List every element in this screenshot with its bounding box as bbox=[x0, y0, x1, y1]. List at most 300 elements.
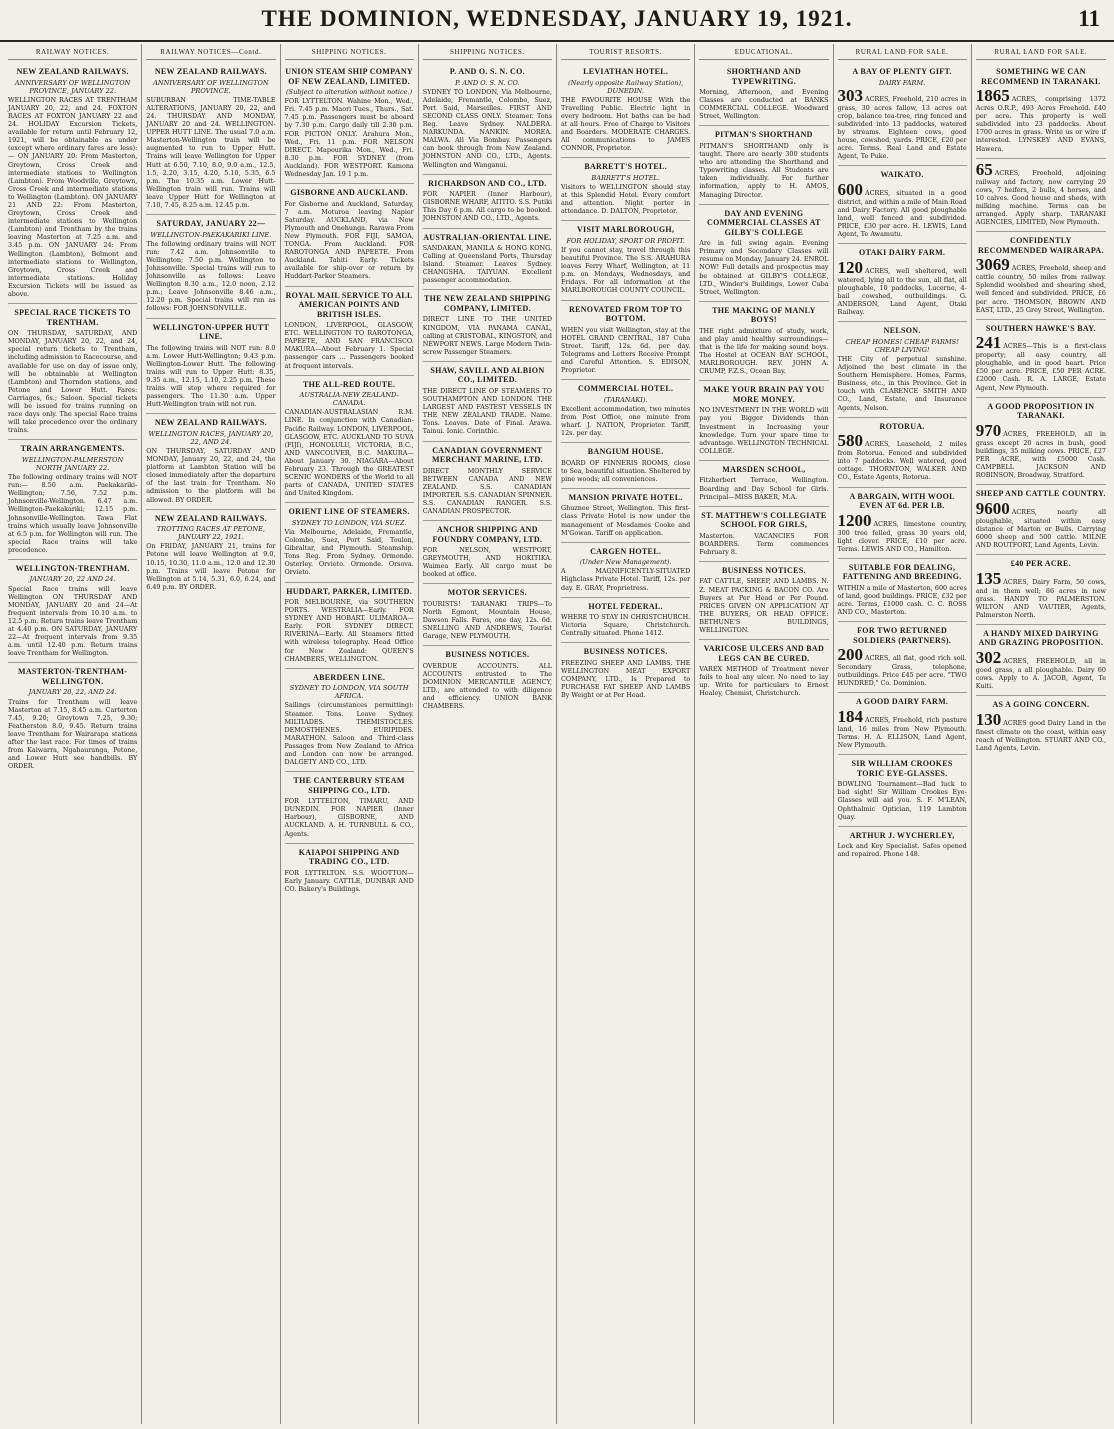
ad-body bbox=[423, 190, 552, 222]
ad-body bbox=[976, 257, 1106, 313]
ad-body-text: Masterton. VACANCIES FOR BOARDERS. Term commences February 8. bbox=[699, 531, 829, 556]
ad-body-text: The following ordinary trains will NOT run: 7.42 a.m. Johnsonville to Wellington; 7.50 p.m. Wellington to Johnsonville. Special trains will run to Johnsonville as follows: Leave Wellington 8.30 a.m., 12.0 noon, 2.12 p.m.; Leave Johnsonville 8.46 a.m., 12.20 p.m. Special trains will run as follows: FOR JOHNSONVILLE. bbox=[146, 239, 276, 313]
advertisement bbox=[423, 175, 552, 229]
advertisement bbox=[561, 63, 690, 158]
ad-body-text: THE FAVOURITE HOUSE With the Travelling Public. Electric light in every bedroom. Hot baths can be had at all hours. Free of Charge to Visitors and Boarders. MODERATE CHARGES. All communications to JAMES CONNOR, Proprietor. bbox=[561, 95, 691, 153]
column-6 bbox=[695, 44, 833, 1424]
ad-body bbox=[285, 321, 414, 370]
advertisement bbox=[146, 319, 275, 415]
ad-body bbox=[146, 240, 275, 313]
ad-body bbox=[146, 344, 275, 409]
ad-subheading: ANNIVERSARY OF WELLINGTON PROVINCE, JANUARY 22. bbox=[14, 78, 131, 95]
ad-subheading: DAIRY FARM. bbox=[878, 78, 926, 87]
ad-body-text: WITHIN a mile of Masterton, 600 acres of land, good buildings. PRICE, £32 per acre. Terms, £1000 cash. C. C. ROSS AND CO., Masterton. bbox=[837, 583, 967, 617]
ad-heading: SIR WILLIAM CROOKES TORIC EYE-GLASSES. bbox=[851, 759, 953, 778]
advertisement bbox=[838, 693, 967, 755]
ad-subheading: TROTTING RACES AT PETONE, JANUARY 22, 1921. bbox=[156, 525, 265, 542]
advertisement bbox=[423, 63, 552, 175]
ad-body bbox=[423, 600, 552, 640]
ad-body bbox=[146, 447, 275, 504]
ad-subheading: CHEAP HOMES! CHEAP FARMS! CHEAP LIVING! bbox=[845, 337, 959, 354]
ad-acreage: 135 bbox=[975, 568, 1002, 588]
ad-subheading: ANNIVERSARY OF WELLINGTON PROVINCE. bbox=[153, 78, 269, 95]
ad-body-text: THE City of perpetual sunshine. Adjoined the best climate in the Southern Hemisphere. Homes, Farms, Business, etc., in this Province. Get in touch with CLARENCE SMITH AND CO., Land, Estate, and Insurance Agents, Nelson. bbox=[837, 354, 967, 412]
ad-heading: NEW ZEALAND RAILWAYS. bbox=[154, 418, 267, 428]
ad-heading: SPECIAL RACE TICKETS TO TRENTHAM. bbox=[14, 308, 131, 327]
advertisement bbox=[976, 232, 1106, 319]
ad-subheading: AUSTRALIA-NEW ZEALAND-CANADA. bbox=[299, 391, 399, 408]
advertisement bbox=[285, 287, 414, 376]
ad-body-text: ACRES, Freehold, 210 acres in grass, 30 acres fallow, 13 acres oat crop, balance tea-tree, ring fenced and subdivided into 13 paddocks, watered by streams. Eighteen cows, good house, cowshed, yards. PRICE, £20 per acre. Terms. Real Land and Estate Agent, Te Puke. bbox=[837, 94, 967, 161]
ad-body-text: ACRES good Dairy Land in the finest climate on the coast, within easy reach of Wellington. STUART AND CO., Land Agents, Levin. bbox=[975, 718, 1106, 752]
ad-body bbox=[975, 498, 1106, 549]
advertisement bbox=[8, 560, 137, 663]
ad-body-text: ACRES, Leasehold, 2 miles from Rotorua. Fenced and subdivided into 7 paddocks. Well watered, good cottage. THORNTON, WALKER AND CO., Estate Agents, Rotorua. bbox=[837, 440, 967, 482]
advertisement bbox=[838, 488, 967, 559]
ad-heading: WELLINGTON-UPPER HUTT LINE. bbox=[152, 322, 270, 342]
ad-heading: MASTERTON-TRENTHAM-WELLINGTON. bbox=[17, 667, 128, 686]
column-heading: RAILWAY NOTICES. bbox=[8, 44, 137, 60]
advertisement bbox=[146, 414, 275, 509]
ad-body-text: DIRECT LINE TO THE UNITED KINGDOM, VIA PANAMA CANAL, calling at CRISTOBAL, KINGSTON, and NEWPORT NEWS. Large Modern Twin-screw Passenger Steamers. bbox=[422, 315, 552, 356]
ad-heading: £40 PER ACRE. bbox=[1010, 559, 1071, 568]
ad-acreage: 9600 bbox=[975, 498, 1010, 518]
advertisement bbox=[976, 625, 1106, 696]
ad-body bbox=[976, 88, 1106, 153]
ad-body-text: FREEZING SHEEP AND LAMBS. THE WELLINGTON MEAT EXPORT COMPANY, LTD., Is Prepared to PURCHASE FAT SHEEP AND LAMBS By Weight or at Per Head. bbox=[561, 658, 691, 700]
advertisement bbox=[285, 63, 414, 184]
ad-heading: BANGIUM HOUSE. bbox=[587, 447, 664, 457]
advertisement bbox=[423, 362, 552, 442]
ad-subheading: WELLINGTON-PAEKAKARIKI LINE. bbox=[150, 230, 272, 239]
advertisement bbox=[561, 598, 690, 644]
ad-body-text: On FRIDAY, JANUARY 21, trains for Petone will leave Wellington at 9.0, 10.15, 10.30, 11.0 a.m., 12.0 and 12.30 p.m. Trains will leave Petone for Wellington at 5.14, 5.31, 6.0, 6.24, and 6.49 p.m. BY ORDER. bbox=[146, 542, 276, 591]
ad-subheading: FOR HOLIDAY, SPORT OR PROFIT. bbox=[566, 236, 685, 245]
ad-body bbox=[285, 200, 414, 281]
advertisement bbox=[976, 320, 1106, 398]
ad-body-text: The following ordinary trains will NOT run:— 8.50 a.m. Paekakariki-Wellington; 7.56, 7.52 p.m. Johnsonville-Wellington. 6.47 a.m. Wellington-Paekakariki; 12.15 p.m. Johnsonville-Wellington. Tawa Flat trains which usually leave Johnsonville at 6.5 p.m. for Wellington will run. The special Race trains will take precedence. bbox=[8, 473, 138, 554]
ad-body bbox=[285, 797, 414, 837]
ad-body bbox=[699, 88, 828, 120]
ad-body-text: FOR LYTTELTON, TIMARU, AND DUNEDIN. FOR NAPIER (Inner Harbour), GISBORNE, AND AUCKLAND. A. H. TURNBULL & CO., Agents. bbox=[284, 797, 414, 838]
ad-body-text: The following trains will NOT run: 8.0 a.m. Lower Hutt-Wellington; 9.43 p.m. Wellington-Lower Hutt. The following trains will run to Upper Hutt: 8.35, 9.35 a.m., 12.15, 1.10, 2.25 p.m. These trains will stop where required for passengers. The 11.30 a.m. Upper Hutt-Wellington train will not run. bbox=[146, 343, 276, 409]
advertisement bbox=[8, 63, 137, 304]
ad-body-text: ACRES, situated in a good district, and within a mile of Main Road and Dairy Factory. All good ploughable land, well fenced and subdivided. PRICE, £30 per acre. H. LEWIS, Land Agent, Te Awamutu. bbox=[837, 188, 967, 239]
ad-body bbox=[975, 709, 1106, 752]
ad-body-text: Excellent accommodation, two minutes from Post Office, one minute from wharf. J. NATION, Proprietor. Tariff, 12s. per day. bbox=[561, 404, 691, 437]
advertisement bbox=[285, 376, 414, 504]
ad-subheading: (Subject to alteration without notice.) bbox=[285, 88, 413, 97]
ad-body bbox=[285, 408, 414, 497]
masthead bbox=[0, 0, 1114, 42]
ad-acreage: 200 bbox=[837, 645, 863, 665]
advertisement bbox=[561, 221, 690, 300]
advertisement bbox=[561, 301, 690, 381]
ad-body-text: ACRES, Freehold, sheep and cattle country, 50 miles from railway. Splendid woolshed and shearing shed, well fenced and subdivided. PRICE, £6 per acre. THOMSON, BROWN AND EAST, LTD., 25 Grey Street, Wellington. bbox=[975, 264, 1106, 314]
ad-body-text: FOR NELSON, WESTPORT, GREYMOUTH, AND HOKITIKA. Waimea Early. All cargo must be booked at office. bbox=[422, 546, 552, 579]
ad-heading: BUSINESS NOTICES. bbox=[445, 650, 530, 660]
ad-body bbox=[285, 701, 414, 766]
ad-heading: CANADIAN GOVERNMENT MERCHANT MARINE, LTD. bbox=[431, 445, 543, 464]
ad-acreage: 600 bbox=[837, 179, 863, 199]
ad-body-text: SUBURBAN TIME-TABLE ALTERATIONS, JANUARY 20, 22, and 24. THURSDAY AND MONDAY, JANUARY 20 and 24. WELLINGTON-UPPER HUTT LINE. The usual 7.0 a.m. Masterton-Wellington train will be augmented to run to Upper Hutt. Trains will leave Wellington for Upper Hutt at 6.50, 7.10, 8.0, 9.0 a.m., 12.5, 1.5, 2.20, 3.15, 4.20, 5.10, 5.35, 6.5 p.m. The 10.35 a.m. Lower Hutt-Wellington train will run. Trains will leave Upper Hutt for Wellington at 7.10, 7.45, 8.25 a.m. 12.45 p.m. bbox=[146, 95, 276, 209]
ad-body bbox=[975, 420, 1106, 480]
advertisement bbox=[699, 562, 828, 640]
ad-subheading: SYDNEY TO LONDON, VIA SOUTH AFRICA. bbox=[289, 684, 409, 701]
ad-heading: SOMETHING WE CAN RECOMMEND IN TARANAKI. bbox=[981, 67, 1101, 86]
ad-heading: A GOOD PROPOSITION IN TARANAKI. bbox=[987, 401, 1095, 421]
advertisement bbox=[8, 440, 137, 560]
advertisement bbox=[561, 443, 690, 489]
advertisement bbox=[976, 485, 1106, 555]
advertisement bbox=[285, 669, 414, 772]
ad-body bbox=[699, 577, 828, 634]
advertisement bbox=[838, 559, 967, 622]
ad-body-text: Via Melbourne, Adelaide, Fremantle, Colombo, Suez, Port Said, Toulon, Gibraltar, and Plymouth. Steamship. Tons Reg. From Sydney. Ormonde. Osterley. Orvieto. Ormonde. Orsova. Orvieto. bbox=[284, 527, 414, 577]
ad-body-text: LONDON, LIVERPOOL, GLASGOW, ETC. WELLINGTON TO RAROTONGA, PAPEETE, AND SAN FRANCISCO. MAKURA—About February 1. Special passenger cars ... Passengers booked at frequent intervals. bbox=[284, 321, 414, 370]
column-5 bbox=[557, 44, 695, 1424]
ad-subheading: P. AND O. S. N. CO. bbox=[455, 78, 520, 87]
ad-heading: ROTORUA. bbox=[879, 421, 925, 431]
advertisement bbox=[146, 215, 275, 318]
ad-subheading: BARRETT'S HOTEL. bbox=[591, 173, 660, 182]
ad-body-text: ACRES, nearly all ploughable, situated within easy distance of Marton or Bulls. Carrying 6000 sheep and 500 cattle. MILNE AND ROUTFORT, Land Agents, Levin. bbox=[975, 507, 1106, 549]
ad-subheading: JANUARY 20, 22 AND 24. bbox=[29, 575, 116, 584]
ad-heading: LEVIATHAN HOTEL. bbox=[583, 67, 669, 77]
ad-body-text: ACRES, FREEHOLD, all in good grass, a all ploughable. Dairy 60 cows. Apply to A. JACOB, Agent, Te Kuiti. bbox=[975, 656, 1106, 691]
ad-heading: BUSINESS NOTICES. bbox=[721, 565, 806, 575]
ad-body bbox=[285, 528, 414, 577]
advertisement bbox=[423, 290, 552, 361]
ad-heading: NEW ZEALAND RAILWAYS. bbox=[154, 513, 267, 523]
column-7 bbox=[834, 44, 972, 1424]
ad-body-text: TOURISTS! TARANAKI TRIPS—To North Egmont, Mountain House, Dawson Falls. Fares, one day, 12s. 6d. SNELLING AND ANDREWS, Tourist Garage, NEW PLYMOUTH. bbox=[422, 599, 552, 641]
ad-heading: SHEEP AND CATTLE COUNTRY. bbox=[975, 489, 1106, 499]
ad-heading: MAKE YOUR BRAIN PAY YOU MORE MONEY. bbox=[703, 385, 825, 404]
ad-body bbox=[285, 598, 414, 663]
ad-heading: DAY AND EVENING COMMERCIAL CLASSES AT GILBY'S COLLEGE bbox=[707, 208, 821, 237]
ad-body bbox=[8, 585, 137, 658]
ad-acreage: 302 bbox=[975, 647, 1002, 667]
column-heading: TOURIST RESORTS. bbox=[561, 44, 690, 60]
ad-body-text: ACRES, well sheltered, well watered, lying all to the sun, all flat, all ploughable, 10 paddocks, Lucerne, 4-bail cowshed, outbuildings. G. ANDERSON, Land Agent, Otaki Railway. bbox=[837, 266, 967, 317]
ad-heading: A BAY OF PLENTY GIFT. bbox=[852, 67, 952, 77]
ad-body bbox=[838, 842, 967, 858]
advertisement bbox=[8, 304, 137, 440]
ad-body-text: Fitzherbert Terrace, Wellington. Boarding and Day School for Girls. Principal—MISS BAKER, M.A. bbox=[699, 476, 829, 501]
ad-body bbox=[561, 183, 690, 215]
ad-body bbox=[975, 568, 1106, 619]
advertisement bbox=[976, 63, 1106, 159]
ad-body-text: Are in full swing again. Evening Primary and Secondary Classes will resume on Monday, January 24. ENROL NOW! Full details and prospectus may be obtained at GILBY'S COLLEGE, LTD., Winder's Buildings, Lower Cuba Street, Wellington. bbox=[699, 239, 829, 296]
ad-body-text: FAT CATTLE, SHEEP, AND LAMBS. N. Z. MEAT PACKING & BACON CO. Are Buyers at Per Head or Per Pound. PRICES GIVEN ON APPLICATION AT THE BUYERS, OR HEAD OFFICE: BETHUNE'S BUILDINGS, WELLINGTON. bbox=[699, 577, 829, 635]
ad-body bbox=[561, 96, 690, 153]
advertisement bbox=[285, 503, 414, 582]
advertisement bbox=[561, 158, 690, 221]
ad-subheading: SYDNEY TO LONDON, VIA SUEZ. bbox=[291, 518, 407, 527]
ad-heading: AS A GOING CONCERN. bbox=[992, 700, 1090, 710]
ad-heading: MOTOR SERVICES. bbox=[447, 588, 527, 598]
ad-body-text: WHERE TO STAY IN CHRISTCHURCH. Victoria Square, Christchurch. Centrally situated. Phone 1412. bbox=[561, 613, 691, 638]
ad-heading: OTAKI DAIRY FARM. bbox=[859, 248, 946, 258]
column-4 bbox=[419, 44, 557, 1424]
ad-body-text: ON THURSDAY, SATURDAY AND MONDAY, January 20, 22, and 24, the platform at Lambton Station will be closed immediately after the departure of the last train for Trentham. No admission to the platform will be allowed. BY ORDER. bbox=[146, 446, 276, 504]
ad-body bbox=[8, 96, 137, 298]
ad-body bbox=[561, 246, 690, 295]
ad-heading: ST. MATTHEW'S COLLEGIATE SCHOOL FOR GIRLS, bbox=[701, 510, 827, 530]
ad-acreage: 241 bbox=[975, 333, 1002, 353]
ad-heading: WAIKATO. bbox=[880, 170, 924, 180]
advertisement bbox=[285, 844, 414, 898]
ad-acreage: 1200 bbox=[837, 510, 872, 530]
ad-body bbox=[699, 327, 828, 376]
advertisement bbox=[699, 63, 828, 126]
newspaper-title: THE DOMINION, WEDNESDAY, JANUARY 19, 1921. bbox=[261, 6, 853, 31]
ad-body-text: Ghuznee Street, Wellington. This first-class Private Hotel is now under the management of Mesdames Cooke and M'Gowan. Tariff on application. bbox=[561, 504, 691, 537]
advertisement bbox=[838, 63, 967, 166]
ad-heading: AUSTRALIAN-ORIENTAL LINE. bbox=[423, 232, 552, 242]
ad-acreage: 3069 bbox=[975, 255, 1010, 275]
ad-body bbox=[837, 179, 967, 239]
ad-acreage: 184 bbox=[837, 706, 863, 726]
ad-heading: NEW ZEALAND RAILWAYS. bbox=[154, 67, 267, 77]
ad-heading: NELSON. bbox=[883, 326, 921, 336]
advertisement bbox=[423, 521, 552, 584]
ad-heading: A GOOD DAIRY FARM. bbox=[856, 697, 949, 707]
advertisement bbox=[699, 126, 828, 204]
ad-body bbox=[561, 567, 690, 591]
ad-body-text: ON THURSDAY, SATURDAY, AND MONDAY, JANUARY 20, 22, and 24, special return tickets to Trentham, including admission to Racecourse, and available for use on day of issue only, will be obtainable at Wellington (Lambton) and Thorndon stations, and Petone and Lower Hutt. Fares: Carriages, 6s.; Saloon. Special tickets will be issued for trains running on race days only. The special Race trains will take precedence over the ordinary trains. bbox=[8, 329, 138, 435]
ad-heading: THE NEW ZEALAND SHIPPING COMPANY, LIMITED. bbox=[423, 294, 551, 313]
advertisement bbox=[976, 398, 1106, 485]
column-heading: RURAL LAND FOR SALE. bbox=[838, 44, 967, 60]
ad-body-text: For Gisborne and Auckland, Saturday, 7 a.m. Moturoa leaving Napier Saturday. AUCKLAND, via New Plymouth and Onehunga. Rarawa From New Plymouth. FOR FIJI, SAMOA, TONGA. From Auckland. FOR RAROTONGA AND PAPEETE. From Auckland. Tahiti Early. Tickets available for ship-over or return by Huddart-Parker Steamers. bbox=[284, 199, 414, 281]
ad-body-text: Trains for Trentham will leave Masterton at 7.15, 8.45 a.m. Carterton 7.45, 9.20; Greytown 7.25, 9.30; Featherston 8.0, 9.45. Return trains leave Trentham for Wairarapa stations after the last race. For times of trains from Kaiwarra, Ngahauranga, Petone, and Lower Hutt see handbills. BY ORDER. bbox=[8, 697, 138, 771]
ad-subheading: (Under New Management). bbox=[579, 558, 672, 567]
ad-heading: NEW ZEALAND RAILWAYS. bbox=[16, 67, 129, 77]
advertisement bbox=[976, 696, 1106, 757]
ad-heading: SHORTHAND AND TYPEWRITING. bbox=[726, 67, 801, 86]
ad-body-text: Lock and Key Specialist. Safes opened and repaired. Phone 148. bbox=[837, 842, 967, 859]
ad-body bbox=[561, 326, 690, 375]
page-number: 11 bbox=[1078, 6, 1100, 31]
ad-subheading: (TARANAKI). bbox=[603, 395, 648, 404]
column-2 bbox=[142, 44, 280, 1424]
ad-heading: HOTEL FEDERAL. bbox=[588, 601, 663, 611]
ad-body bbox=[837, 510, 967, 553]
ad-acreage: 970 bbox=[975, 420, 1002, 440]
ad-subheading: WELLINGTON RACES, JANUARY 20, 22, AND 24. bbox=[148, 429, 274, 446]
ad-body-text: BOARD OF FINNERIS ROOMS, close to Sea, beautiful situation. Sheltered by pine woods; all conveniences. bbox=[561, 458, 691, 483]
advertisement bbox=[838, 827, 967, 864]
advertisement bbox=[285, 583, 414, 669]
ad-acreage: 120 bbox=[837, 257, 863, 277]
ad-heading: CONFIDENTLY RECOMMENDED WAIRARAPA. bbox=[977, 236, 1104, 255]
ad-heading: SATURDAY, JANUARY 22— bbox=[156, 219, 266, 229]
column-heading: RURAL LAND FOR SALE. bbox=[976, 44, 1106, 60]
ad-acreage: 1865 bbox=[975, 86, 1010, 106]
ad-body bbox=[838, 647, 967, 687]
ad-body bbox=[561, 405, 690, 437]
ad-heading: TRAIN ARRANGEMENTS. bbox=[20, 444, 125, 454]
ad-heading: ABERDEEN LINE. bbox=[313, 672, 386, 682]
ad-body bbox=[285, 869, 414, 893]
ad-heading: MANSION PRIVATE HOTEL. bbox=[568, 492, 683, 502]
ad-body-text: BOWLING Tournament—Bad luck to bad sight! Sir William Crookes Eye-Glasses will aid you. S. F. M'LEAN, Ophthalmic Optician, 119 Lambton Quay. bbox=[837, 780, 967, 821]
ad-body-text: ACRES, Dairy Farm, 50 cows, and in them well; 86 acres in new grass. HANDY TO PALMERSTON. WILTON AND VAUTIER, Agents, Palmerston North. bbox=[975, 577, 1106, 619]
advertisement bbox=[699, 302, 828, 382]
ad-body-text: ACRES, Freehold, adjoining railway and factory, now carrying 29 cows, 7 heifers, 2 bulls, 4 horses, and 10 calves. Good house and sheds, with milking machine. Terms can be arranged. Apply sharp. TARANAKI AGENCIES, LIMITED, New Plymouth. bbox=[975, 168, 1106, 227]
advertisement bbox=[976, 555, 1106, 625]
ad-acreage: 130 bbox=[975, 709, 1002, 729]
ad-body-text: FOR LYTTELTON. S.S. WOOTTON—Early January. CATTLE, DUNBAR AND CO. Bakery's Buildings. bbox=[284, 868, 414, 893]
ad-body-text: SANDAKAN, MANILA & HONG KONG. Calling at Queensland Ports, Thursday Island. Steamer. Leaves Sydney. CHANGSHA. TAIYUAN. Excellent passenger accommodation. bbox=[422, 244, 552, 285]
ad-body bbox=[975, 647, 1106, 691]
ad-body bbox=[423, 467, 552, 516]
ad-heading: SHAW, SAVILL AND ALBION CO., LIMITED. bbox=[430, 365, 545, 385]
advertisement bbox=[976, 159, 1106, 233]
advertisement bbox=[423, 646, 552, 715]
ad-body bbox=[838, 433, 967, 481]
advertisement bbox=[838, 322, 967, 417]
ad-heading: CARGEN HOTEL. bbox=[590, 546, 662, 556]
ad-body-text: Sailings (circumstances permitting): Steamer. Tons. Leave Sydney. MILTIADES. THEMISTOCLES. DEMOSTHENES. EURIPIDES. MARATHON. Saloon and Third-class Passages from New Zealand to Africa and London can now be arranged. DALGETY AND CO., LTD. bbox=[284, 701, 414, 767]
ad-heading: ORIENT LINE OF STEAMERS. bbox=[288, 507, 410, 517]
column-3 bbox=[281, 44, 419, 1424]
page-columns bbox=[4, 44, 1110, 1424]
ad-heading: VARICOSE ULCERS AND BAD LEGS CAN BE CURED. bbox=[703, 644, 825, 663]
ad-body-text: VAREX METHOD of Treatment never fails to heal any ulcer. No need to lay up. Write for particulars to Ernest Healey, Chemist, Christchurch. bbox=[699, 665, 829, 698]
column-heading: EDUCATIONAL. bbox=[699, 44, 828, 60]
ad-body-text: THE right admixture of study, work, and play amid healthy surroundings—that is the life for making sound boys. The Hostel at OCEAN BAY SCHOOL, MARLBOROUGH. REV. JOHN A. CRUMP, F.Z.S., Ocean Bay. bbox=[699, 326, 829, 376]
ad-body-text: OVERDUE ACCOUNTS. ALL ACCOUNTS entrusted to The DOMINION MERCANTILE AGENCY, LTD., are attended to with diligence and efficiency. UNION BANK CHAMBERS. bbox=[422, 661, 552, 711]
ad-body bbox=[699, 239, 828, 296]
column-8 bbox=[972, 44, 1110, 1424]
advertisement bbox=[423, 229, 552, 291]
ad-body-text: FOR MELBOURNE, via SOUTHERN PORTS. WESTRALIA—Early. FOR SYDNEY AND HOBART. ULIMAROA—Early. FOR SYDNEY DIRECT. RIVERINA—Early. All Steamers fitted with wireless telegraphy. Head Office for New Zealand: QUEEN'S CHAMBERS, WELLINGTON. bbox=[284, 598, 414, 663]
ad-body-text: THE DIRECT LINE OF STEAMERS TO SOUTHAMPTON AND LONDON. THE LARGEST AND FASTEST VESSELS IN THE NEW ZEALAND TRADE. Name. Tons. Leaves. Date of Final. Arawa. Tainui. Ionic. Corinthic. bbox=[422, 386, 552, 436]
ad-body bbox=[976, 335, 1106, 391]
ad-body bbox=[423, 315, 552, 355]
ad-heading: SUITABLE FOR DEALING, FATTENING AND BREEDING. bbox=[842, 562, 962, 582]
ad-body-text: ACRES, all flat, good rich soil. Secondary Grass, telephone, outbuildings. Price £45 per acre. "TWO HUNDRED," Co. Dominion. bbox=[837, 654, 967, 688]
column-heading: SHIPPING NOTICES. bbox=[423, 44, 552, 60]
ad-body-text: CANADIAN-AUSTRALASIAN R.M. LINE. In conjunction with Canadian-Pacific Railway. LONDON, LIVERPOOL, GLASGOW, ETC. AUCKLAND TO SUVA (FIJI), HONOLULU, VICTORIA, B.C., AND VANCOUVER, B.C. MAKURA—About January 30. NIAGARA—About February 23. Through the GREATEST SCENIC WONDERS of the World to all parts of CANADA, UNITED STATES and United Kingdom. bbox=[284, 408, 414, 498]
advertisement bbox=[838, 418, 967, 488]
ad-body bbox=[423, 88, 552, 169]
ad-body-text: ACRES, limestone country, 300 tree felled, grass 30 years old, light clover. PRICE, £10 per acre. Terms. LEWIS AND CO., Hamilton. bbox=[837, 519, 967, 553]
ad-heading: ROYAL MAIL SERVICE TO ALL AMERICAN POINTS AND BRITISH ISLES. bbox=[285, 290, 413, 319]
ad-body bbox=[699, 142, 828, 199]
ad-heading: RENOVATED FROM TOP TO BOTTOM. bbox=[569, 304, 683, 324]
ad-body bbox=[975, 159, 1106, 227]
ad-heading: THE MAKING OF MANLY BOYS! bbox=[712, 305, 816, 325]
advertisement bbox=[699, 381, 828, 461]
ad-heading: KAIAPOI SHIPPING AND TRADING CO., LTD. bbox=[298, 847, 400, 867]
ad-heading: VISIT MARLBOROUGH, bbox=[576, 225, 675, 235]
ad-subheading: WELLINGTON-PALMERSTON NORTH JANUARY 22. bbox=[21, 455, 124, 472]
ad-body-text: PITMAN'S SHORTHAND only is taught. There are nearly 300 students who are attending the Shorthand and Typewriting classes. All Students are taken individually. For further information, apply to H. AMOS, Managing Director. bbox=[699, 141, 829, 199]
ad-body bbox=[8, 329, 137, 434]
column-heading: SHIPPING NOTICES. bbox=[285, 44, 414, 60]
ad-heading: BUSINESS NOTICES. bbox=[583, 647, 668, 657]
ad-acreage: 580 bbox=[837, 431, 863, 451]
ad-body bbox=[561, 504, 690, 536]
advertisement bbox=[561, 543, 690, 598]
advertisement bbox=[838, 755, 967, 826]
ad-acreage: 65 bbox=[975, 159, 993, 179]
ad-heading: P. AND O. S. N. CO. bbox=[449, 67, 525, 77]
advertisement bbox=[838, 622, 967, 693]
ad-body bbox=[561, 613, 690, 637]
ad-body bbox=[423, 662, 552, 711]
advertisement bbox=[699, 640, 828, 702]
ad-body-text: WELLINGTON RACES AT TRENTHAM JANUARY 20, 22, and 24. FOXTON RACES AT FOXTON JANUARY 22 and 24. HOLIDAY Excursion Tickets, available for return until February 12, 1921, will be obtainable as under (except where ordinary fares are less):— ON JANUARY 20: From Masterton, Greytown, Cross Creek and intermediate stations to Wellington (Lambton). From Woodville, Greytown, Cross Creek and intermediate stations to Wellington (Lambton). ON JANUARY 21 AND 22: From Masterton, Greytown, Cross Creek and intermediate stations to Wellington (Lambton) and Trentham by the trains leaving Masterton at 7.25 a.m. and 3.45 p.m. ON JANUARY 24: From Wellington (Lambton), Belmont and intermediate stations to Wellington, Greytown, Cross Creek and intermediate stations. Holiday Excursion Tickets will be issued as above. bbox=[8, 95, 138, 299]
column-1 bbox=[4, 44, 142, 1424]
advertisement bbox=[699, 507, 828, 562]
ad-heading: COMMERCIAL HOTEL. bbox=[577, 384, 674, 394]
advertisement bbox=[285, 184, 414, 286]
ad-body bbox=[838, 355, 967, 412]
ad-heading: WELLINGTON-TRENTHAM. bbox=[15, 563, 130, 573]
advertisement bbox=[699, 205, 828, 302]
ad-body-text: SYDNEY TO LONDON, Via Melbourne, Adelaide, Fremantle, Colombo, Suez, Port Said, Marseilles. FIRST AND SECOND CLASS ONLY. Steamer. Tons Reg. Leave Sydney. NALDERA. NARKUNDA. NANKIN. MOREA. MALWA. All Via Bombay. Passengers can book through from New Zealand. JOHNSTON AND CO., LTD., Agents. Wellington and Wanganui. bbox=[422, 87, 552, 169]
ad-heading: THE ALL-RED ROUTE. bbox=[302, 379, 396, 389]
ad-body-text: Morning, Afternoon, and Evening Classes are conducted at BANKS COMMERCIAL COLLEGE. Woodward Street, Wellington. bbox=[699, 88, 829, 121]
ad-body bbox=[423, 546, 552, 578]
ad-body bbox=[837, 257, 967, 317]
ad-body bbox=[8, 473, 137, 554]
ad-body-text: Special Race trains will leave Wellington ON THURSDAY AND MONDAY, JANUARY 20 and 24—At frequent intervals from 10.10 a.m. to 12.5 p.m. Return trains leave Trentham at 4.40 p.m. ON SATURDAY, JANUARY 22—At frequent intervals from 9.35 a.m. until 12.40 p.m. Return trains leave Trentham for Wellington. bbox=[8, 584, 138, 658]
ad-body-text: DIRECT MONTHLY SERVICE BETWEEN CANADA AND NEW ZEALAND. S.S. CANADIAN IMPORTER. S.S. CANADIAN SPINNER. S.S. CANADIAN RANGER. S.S. CANADIAN PROSPECTOR. bbox=[422, 466, 552, 515]
ad-body bbox=[699, 532, 828, 556]
ad-heading: MARSDEN SCHOOL, bbox=[722, 464, 806, 474]
ad-body-text: Visitors to WELLINGTON should stay at this Splendid Hotel. Every comfort and attention. Night porter in attendance. D. DALTON, Proprietor. bbox=[561, 183, 691, 216]
advertisement bbox=[561, 489, 690, 543]
ad-subheading: JANUARY 20, 22, AND 24. bbox=[28, 688, 117, 697]
ad-body bbox=[838, 584, 967, 616]
advertisement bbox=[699, 461, 828, 507]
ad-body-text: ACRES, Freehold, rich pasture land, 16 miles from New Plymouth. Terms. H. A. ELLISON, Land Agent, New Plymouth. bbox=[837, 715, 967, 750]
ad-body bbox=[561, 459, 690, 483]
ad-heading: ANCHOR SHIPPING AND FOUNDRY COMPANY, LTD. bbox=[432, 525, 543, 544]
ad-heading: PITMAN'S SHORTHAND bbox=[714, 130, 813, 140]
ad-heading: UNION STEAM SHIP COMPANY OF NEW ZEALAND, LIMITED. bbox=[285, 67, 413, 86]
advertisement bbox=[285, 772, 414, 843]
ad-body bbox=[837, 85, 967, 161]
ad-body bbox=[561, 659, 690, 699]
ad-heading: A BARGAIN, WITH WOOL EVEN AT 6d. PER LB. bbox=[849, 491, 955, 510]
ad-heading: GISBORNE AND AUCKLAND. bbox=[290, 188, 408, 198]
ad-body-text: A MAGNIFICENTLY-SITUATED Highclass Private Hotel. Tariff, 12s. per day. E. GRAY, Proprietress. bbox=[561, 567, 691, 592]
ad-body bbox=[699, 665, 828, 697]
column-heading: RAILWAY NOTICES—Contd. bbox=[146, 44, 275, 60]
ad-body bbox=[699, 406, 828, 455]
advertisement bbox=[561, 380, 690, 443]
advertisement bbox=[8, 663, 137, 775]
advertisement bbox=[561, 643, 690, 704]
ad-body-text: ACRES—This is a first-class property; all easy country, all ploughable, and in good heart. Price £50 per acre. PRICE, £50 PER ACRE. £2000 Cash. R. A. LARGE, Estate Agent, New Plymouth. bbox=[975, 342, 1106, 392]
ad-body-text: WHEN you visit Wellington, stay at the HOTEL GRAND CENTRAL, 187 Cuba Street. Tariff, 12s. 6d. per day. Telegrams and Letters Receive Prompt and Careful Attention. S. EDISON, Proprietor. bbox=[561, 325, 691, 375]
ad-heading: RICHARDSON AND CO., LTD. bbox=[428, 178, 547, 188]
ad-body bbox=[423, 244, 552, 284]
ad-body bbox=[837, 706, 967, 750]
ad-heading: A HANDY MIXED DAIRYING AND GRAZING PROPOSITION. bbox=[978, 628, 1104, 648]
ad-acreage: 303 bbox=[837, 85, 863, 105]
ad-body bbox=[146, 542, 275, 591]
ad-heading: BARRETT'S HOTEL. bbox=[584, 162, 667, 172]
ad-heading: ARTHUR J. WYCHERLEY, bbox=[849, 830, 955, 840]
